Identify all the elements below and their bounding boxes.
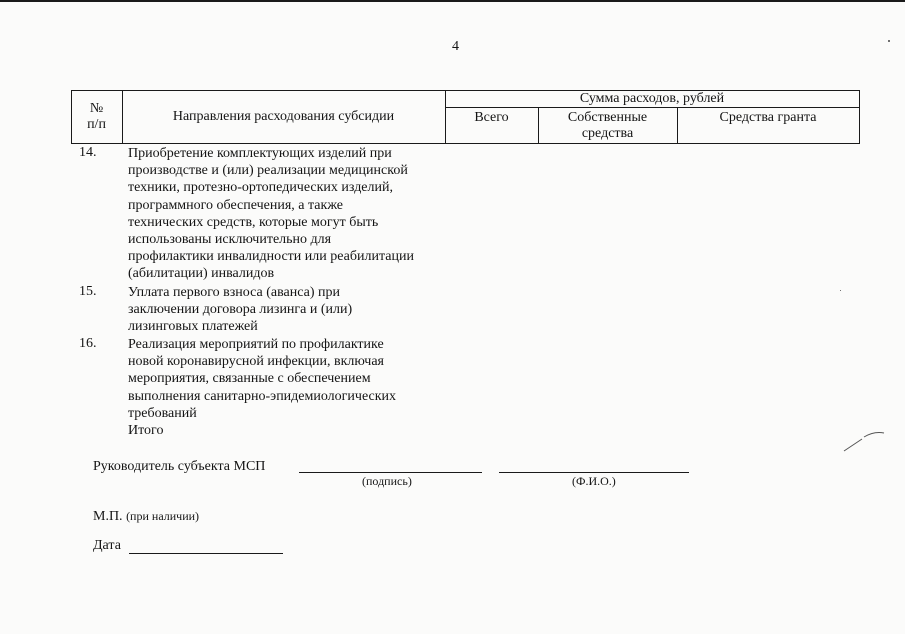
- header-own-funds-line2: средства: [581, 125, 634, 141]
- row-line: выполнения санитарно-эпидемиологических: [128, 388, 397, 404]
- page-number: 4: [452, 39, 459, 54]
- row-description: [128, 336, 448, 422]
- total-label: Итого: [128, 423, 164, 438]
- signature-line: [299, 472, 482, 473]
- stamp-label: М.П.: [93, 509, 123, 524]
- row-line: Уплата первого взноса (аванса) при: [128, 285, 340, 300]
- date-line: [129, 553, 283, 554]
- stamp-note: (при наличии): [126, 509, 200, 523]
- signature-caption: (подпись): [362, 474, 412, 488]
- header-direction: Направления расходования субсидии: [172, 109, 395, 124]
- row-number: 16.: [79, 336, 97, 351]
- row-number: 14.: [79, 145, 97, 160]
- row-line: новой коронавирусной инфекции, включая: [128, 354, 384, 370]
- scan-mark-icon: [840, 425, 900, 455]
- scan-speck: [840, 290, 841, 291]
- row-line: техники, протезно-ортопедических изделий,: [128, 180, 393, 196]
- header-number-symbol: №: [89, 101, 104, 116]
- row-line: лизинговых платежей: [128, 319, 258, 335]
- row-line: требований: [128, 405, 197, 421]
- header-own-funds-line1: Собственные: [567, 109, 648, 125]
- header-own-funds: [538, 108, 677, 143]
- stamp-line: [93, 509, 199, 525]
- row-line: производстве и (или) реализации медицинской: [128, 163, 408, 179]
- table-border-right: [859, 90, 860, 144]
- row-line: Реализация мероприятий по профилактике: [128, 337, 384, 352]
- row-line: заключении договора лизинга и (или): [128, 302, 353, 318]
- row-description: [128, 145, 448, 283]
- top-border: [0, 0, 905, 2]
- row-line: технических средств, которые могут быть: [128, 214, 379, 230]
- header-number: [71, 91, 122, 143]
- row-line: использованы исключительно для: [128, 232, 332, 248]
- row-description: [128, 284, 448, 336]
- header-number-abbr: п/п: [87, 117, 106, 132]
- table-border-bottom: [71, 143, 860, 144]
- row-line: мероприятия, связанные с обеспечением: [128, 371, 371, 387]
- header-sum-group: Сумма расходов, рублей: [579, 91, 725, 106]
- scan-speck: [888, 40, 890, 42]
- signature-label: Руководитель субъекта МСП: [93, 459, 266, 474]
- row-line: Приобретение комплектующих изделий при: [128, 146, 392, 161]
- name-caption: (Ф.И.О.): [572, 474, 616, 488]
- header-grant-funds: Средства гранта: [719, 110, 817, 125]
- header-total: Всего: [474, 110, 509, 125]
- row-line: программного обеспечения, а также: [128, 197, 344, 213]
- row-line: (абилитации) инвалидов: [128, 266, 275, 282]
- date-label: Дата: [93, 538, 121, 553]
- name-line: [499, 472, 689, 473]
- row-number: 15.: [79, 284, 97, 299]
- row-line: профилактики инвалидности или реабилитации: [128, 249, 414, 265]
